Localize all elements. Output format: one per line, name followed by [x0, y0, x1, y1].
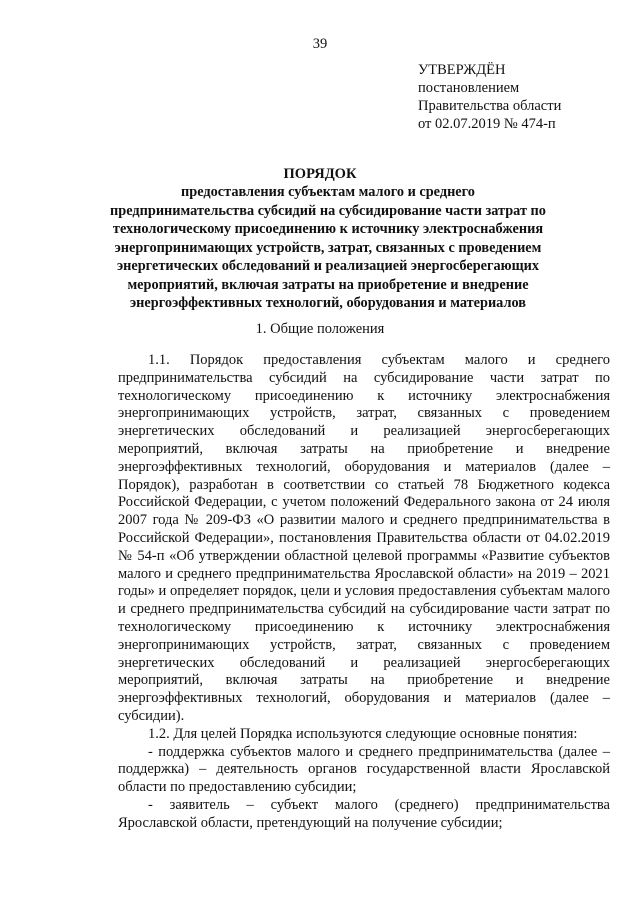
approval-line-resolution: постановлением [418, 80, 520, 96]
approval-line-approved: УТВЕРЖДЁН [418, 62, 506, 78]
document-subtitle: предоставления субъектам малого и среднего предпринимательства субсидий на субсидирование части затрат по технологическому присоединению к источнику электроснабжения энергопринимающих устройств, затрат, связанных с проведением энергетических обследований и реализацией энергосберегающих мероприятий, включая затраты на приобретение и внедрение энергоэффективных технологий, оборудования и материалов [110, 184, 546, 311]
definition-applicant: - заявитель – субъект малого (среднего) предпринимательства Ярославской области, претендующий на получение субсидии; [118, 796, 610, 831]
paragraph-1-2: 1.2. Для целей Порядка используются следующие основные понятия: [148, 725, 578, 742]
definition-support: - поддержка субъектов малого и среднего предпринимательства (далее – поддержка) – деятельность органов государственной власти Ярославской области по предоставлению субсидии; [118, 743, 610, 796]
document-body [118, 352, 610, 833]
section-heading: 1. Общие положения [255, 321, 385, 337]
approval-line-date-number: от 02.07.2019 № 474-п [418, 116, 556, 132]
approval-stamp [418, 61, 628, 133]
paragraph-1-1: 1.1. Порядок предоставления субъектам малого и среднего предпринимательства субсидий на субсидирование части затрат по технологическому присоединению к источнику электроснабжения энергопринимающих устройств, затрат, связанных с проведением энергетических обследований и реализацией энергосберегающих мероприятий, включая затраты на приобретение и внедрение энергоэффективных технологий, оборудования и материалов (далее – Порядок), разработан в соответствии со статьей 78 Бюджетного кодекса Российской Федерации, с учетом положений Федерального закона от 24 июля 2007 года № 209-ФЗ «О развитии малого и среднего предпринимательства в Российской Федерации», постановления Правительства области от 04.02.2019 № 54-п «Об утверждении областной целевой программы «Развитие субъектов малого и среднего предпринимательства Ярославской области» на 2019 – 2021 годы» и определяет порядок, цели и условия предоставления субъектам малого и среднего предпринимательства субсидий на субсидирование части затрат по технологическому присоединению к источнику электроснабжения энергопринимающих устройств, затрат, связанных с проведением энергетических обследований и реализацией энергосберегающих мероприятий, включая затраты на приобретение и внедрение энергоэффективных технологий, оборудования и материалов (далее – субсидии). [118, 352, 610, 724]
document-title: ПОРЯДОК [283, 166, 357, 182]
approval-line-government: Правительства области [418, 98, 562, 114]
page-number: 39 [312, 36, 328, 52]
